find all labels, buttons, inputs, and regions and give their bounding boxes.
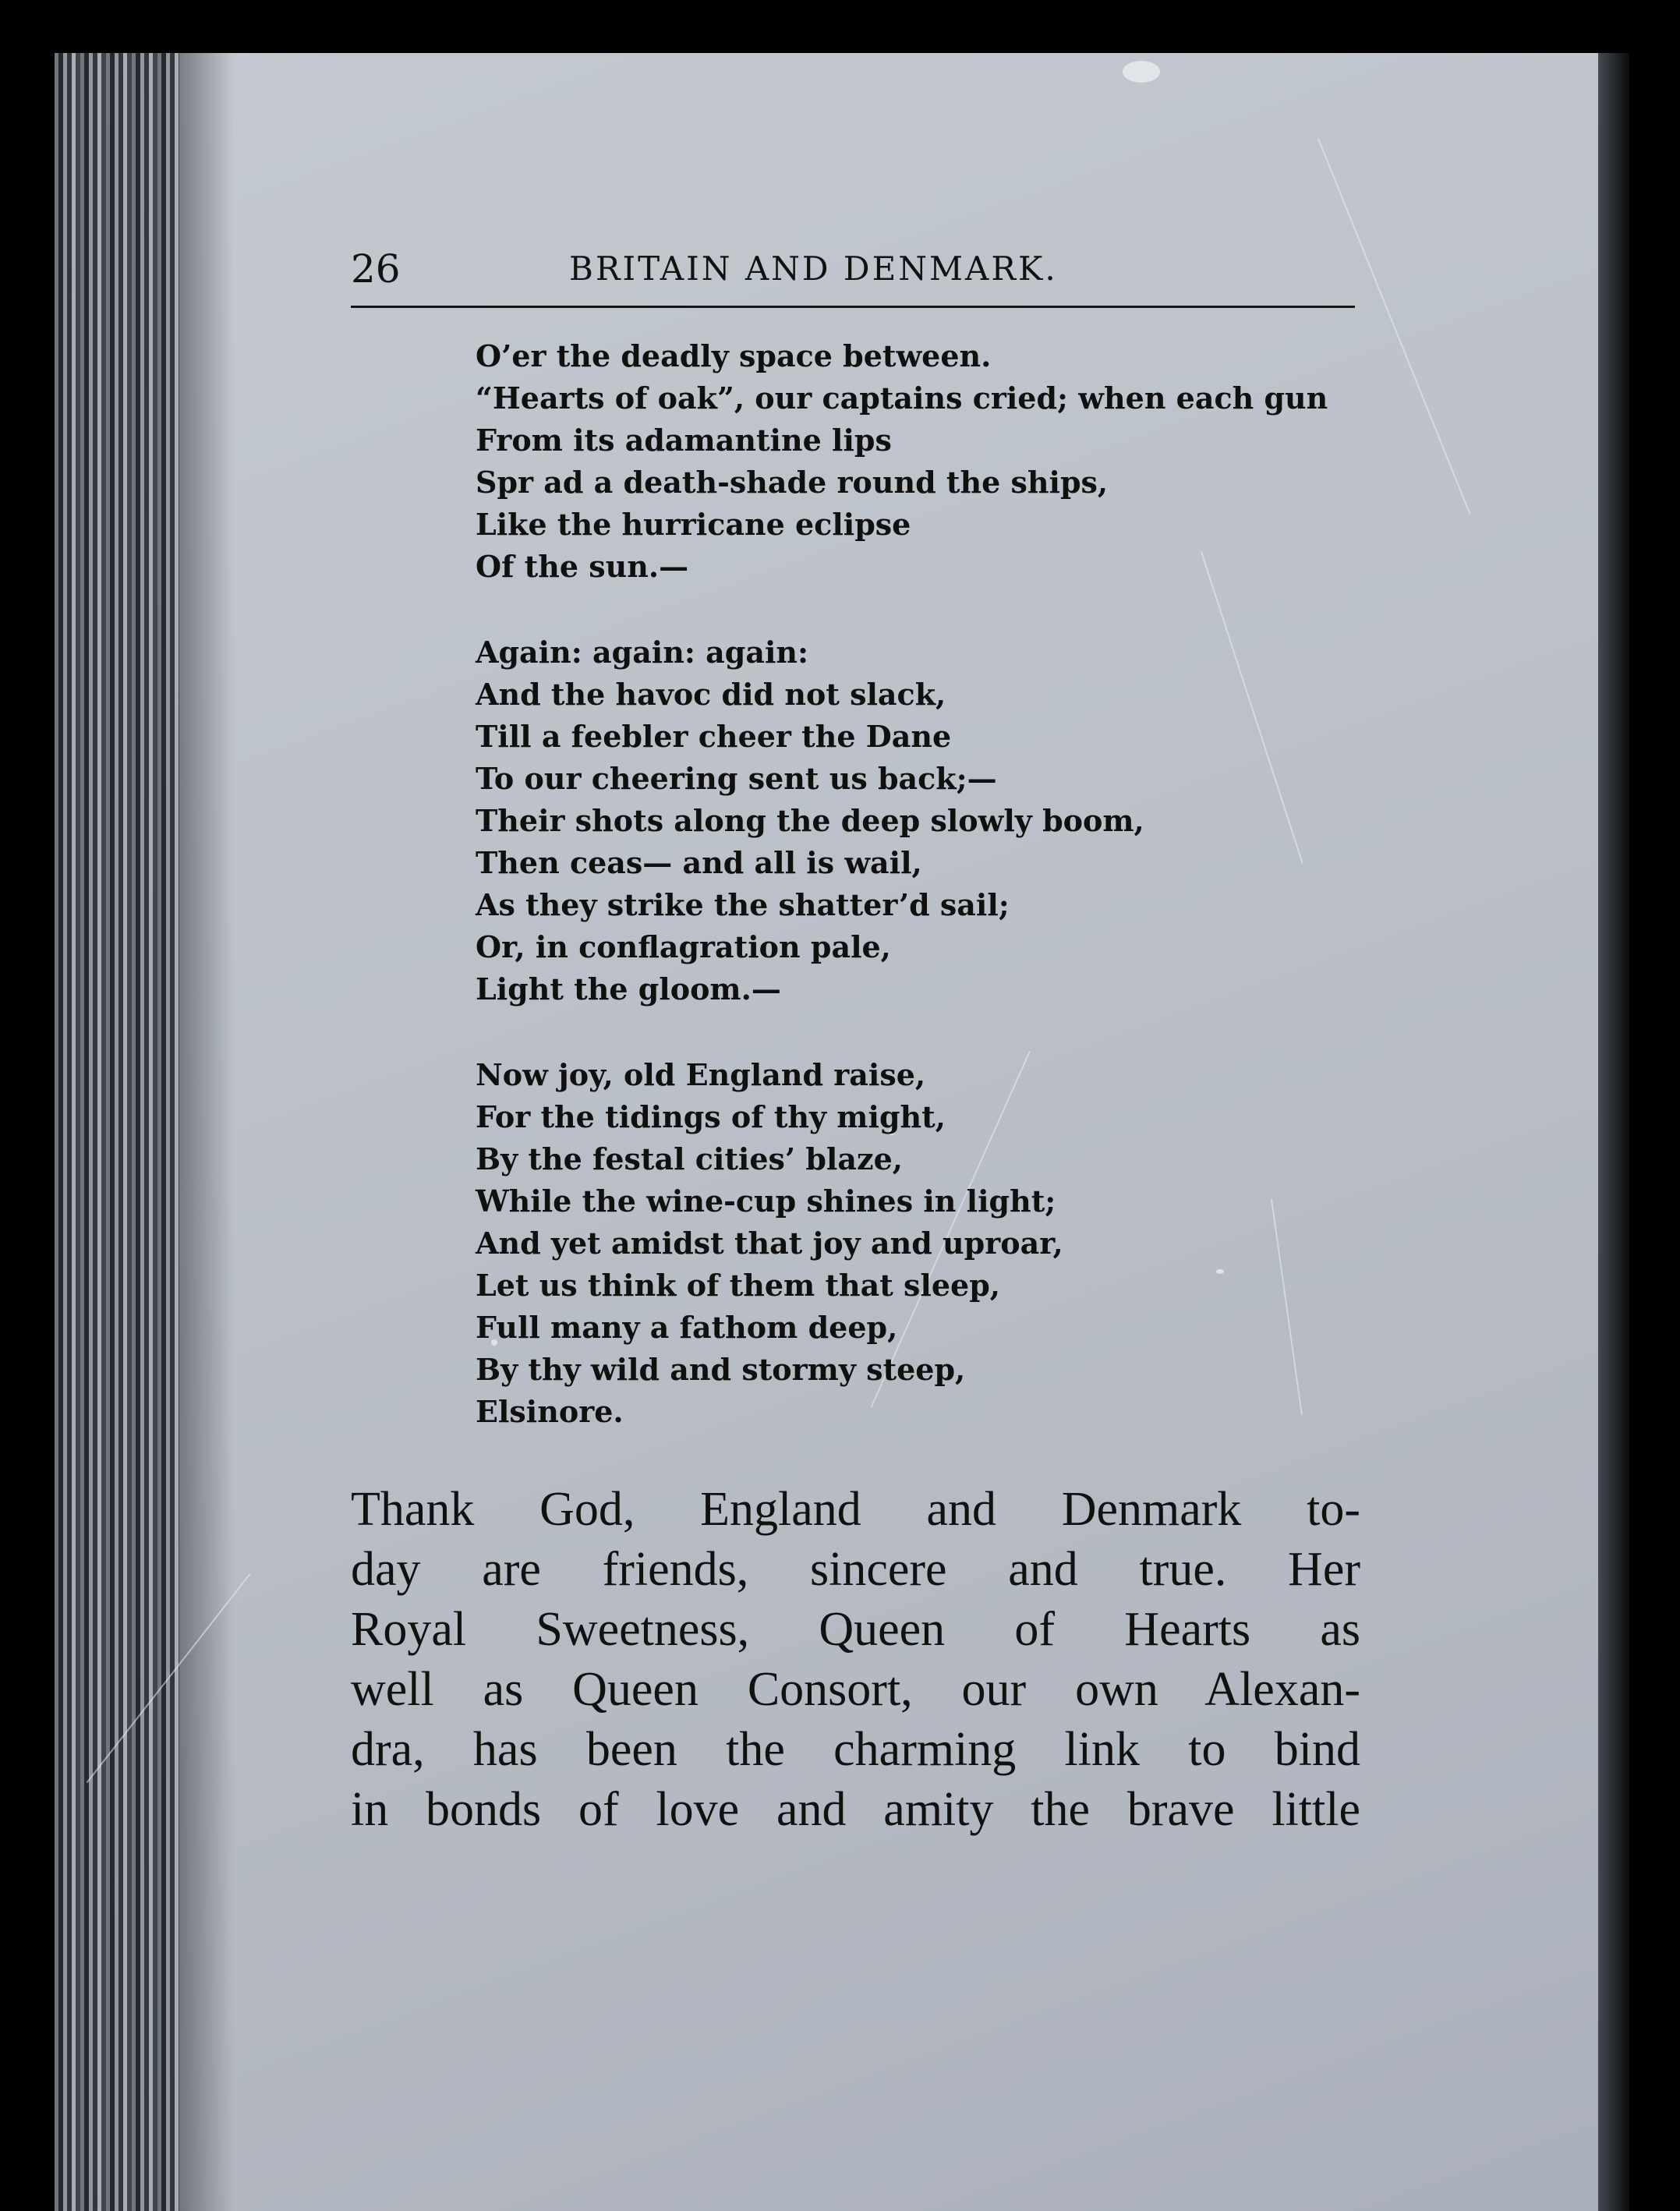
- poem-line: Then ceas— and all is wail,: [476, 845, 922, 880]
- poem-line: Again: again: again:: [476, 635, 809, 670]
- poem-line: Like the hurricane eclipse: [476, 507, 911, 542]
- poem-line: “Hearts of oak”, our captains cried; when each gun: [476, 380, 1328, 416]
- poem-stanza: [476, 335, 1520, 588]
- poem-line: Now joy, old England raise,: [476, 1057, 926, 1092]
- poem-line: Light the gloom.—: [476, 971, 781, 1006]
- prose-line: Thank God, England and Denmark to-: [351, 1483, 1360, 1536]
- poem: [476, 335, 1520, 1477]
- prose-line: in bonds of love and amity the brave little: [351, 1783, 1360, 1836]
- poem-line: Spr ad a death-shade round the ships,: [476, 465, 1109, 500]
- running-title: BRITAIN AND DENMARK.: [569, 249, 1058, 288]
- poem-line: Or, in conflagration pale,: [476, 929, 891, 964]
- poem-line: Of the sun.—: [476, 549, 689, 584]
- poem-line: By the festal cities’ blaze,: [476, 1141, 903, 1176]
- prose-line: Royal Sweetness, Queen of Hearts as: [351, 1603, 1360, 1656]
- poem-line: Their shots along the deep slowly boom,: [476, 803, 1144, 838]
- prose-paragraph: [351, 1480, 1360, 1840]
- poem-line: And yet amidst that joy and uproar,: [476, 1226, 1063, 1261]
- poem-line: O’er the deadly space between.: [476, 338, 992, 373]
- poem-line: Full many a fathom deep,: [476, 1310, 898, 1345]
- poem-stanza: [476, 1054, 1520, 1433]
- page-number: 26: [351, 246, 401, 292]
- prose-line: well as Queen Consort, our own Alexan-: [351, 1663, 1360, 1716]
- header-rule: [351, 306, 1355, 308]
- prose-line: dra, has been the charming link to bind: [351, 1723, 1360, 1776]
- poem-stanza: [476, 631, 1520, 1010]
- poem-line: And the havoc did not slack,: [476, 677, 946, 712]
- film-speck: [1123, 61, 1160, 83]
- poem-line: From its adamantine lips: [476, 423, 892, 458]
- prose-line: day are friends, sincere and true. Her: [351, 1543, 1360, 1596]
- poem-line: To our cheering sent us back;—: [476, 761, 997, 796]
- page-edge-stripes: [55, 53, 179, 2211]
- poem-line: Let us think of them that sleep,: [476, 1268, 1001, 1303]
- poem-line: Elsinore.: [476, 1394, 624, 1429]
- right-border: [1598, 53, 1629, 2211]
- poem-line: As they strike the shatter’d sail;: [476, 887, 1010, 922]
- poem-line: By thy wild and stormy steep,: [476, 1352, 966, 1387]
- page-header: [351, 234, 1411, 304]
- poem-line: While the wine-cup shines in light;: [476, 1183, 1056, 1219]
- poem-line: For the tidings of thy might,: [476, 1099, 946, 1134]
- poem-line: Till a feebler cheer the Dane: [476, 719, 952, 754]
- binding-shadow: [179, 53, 234, 2211]
